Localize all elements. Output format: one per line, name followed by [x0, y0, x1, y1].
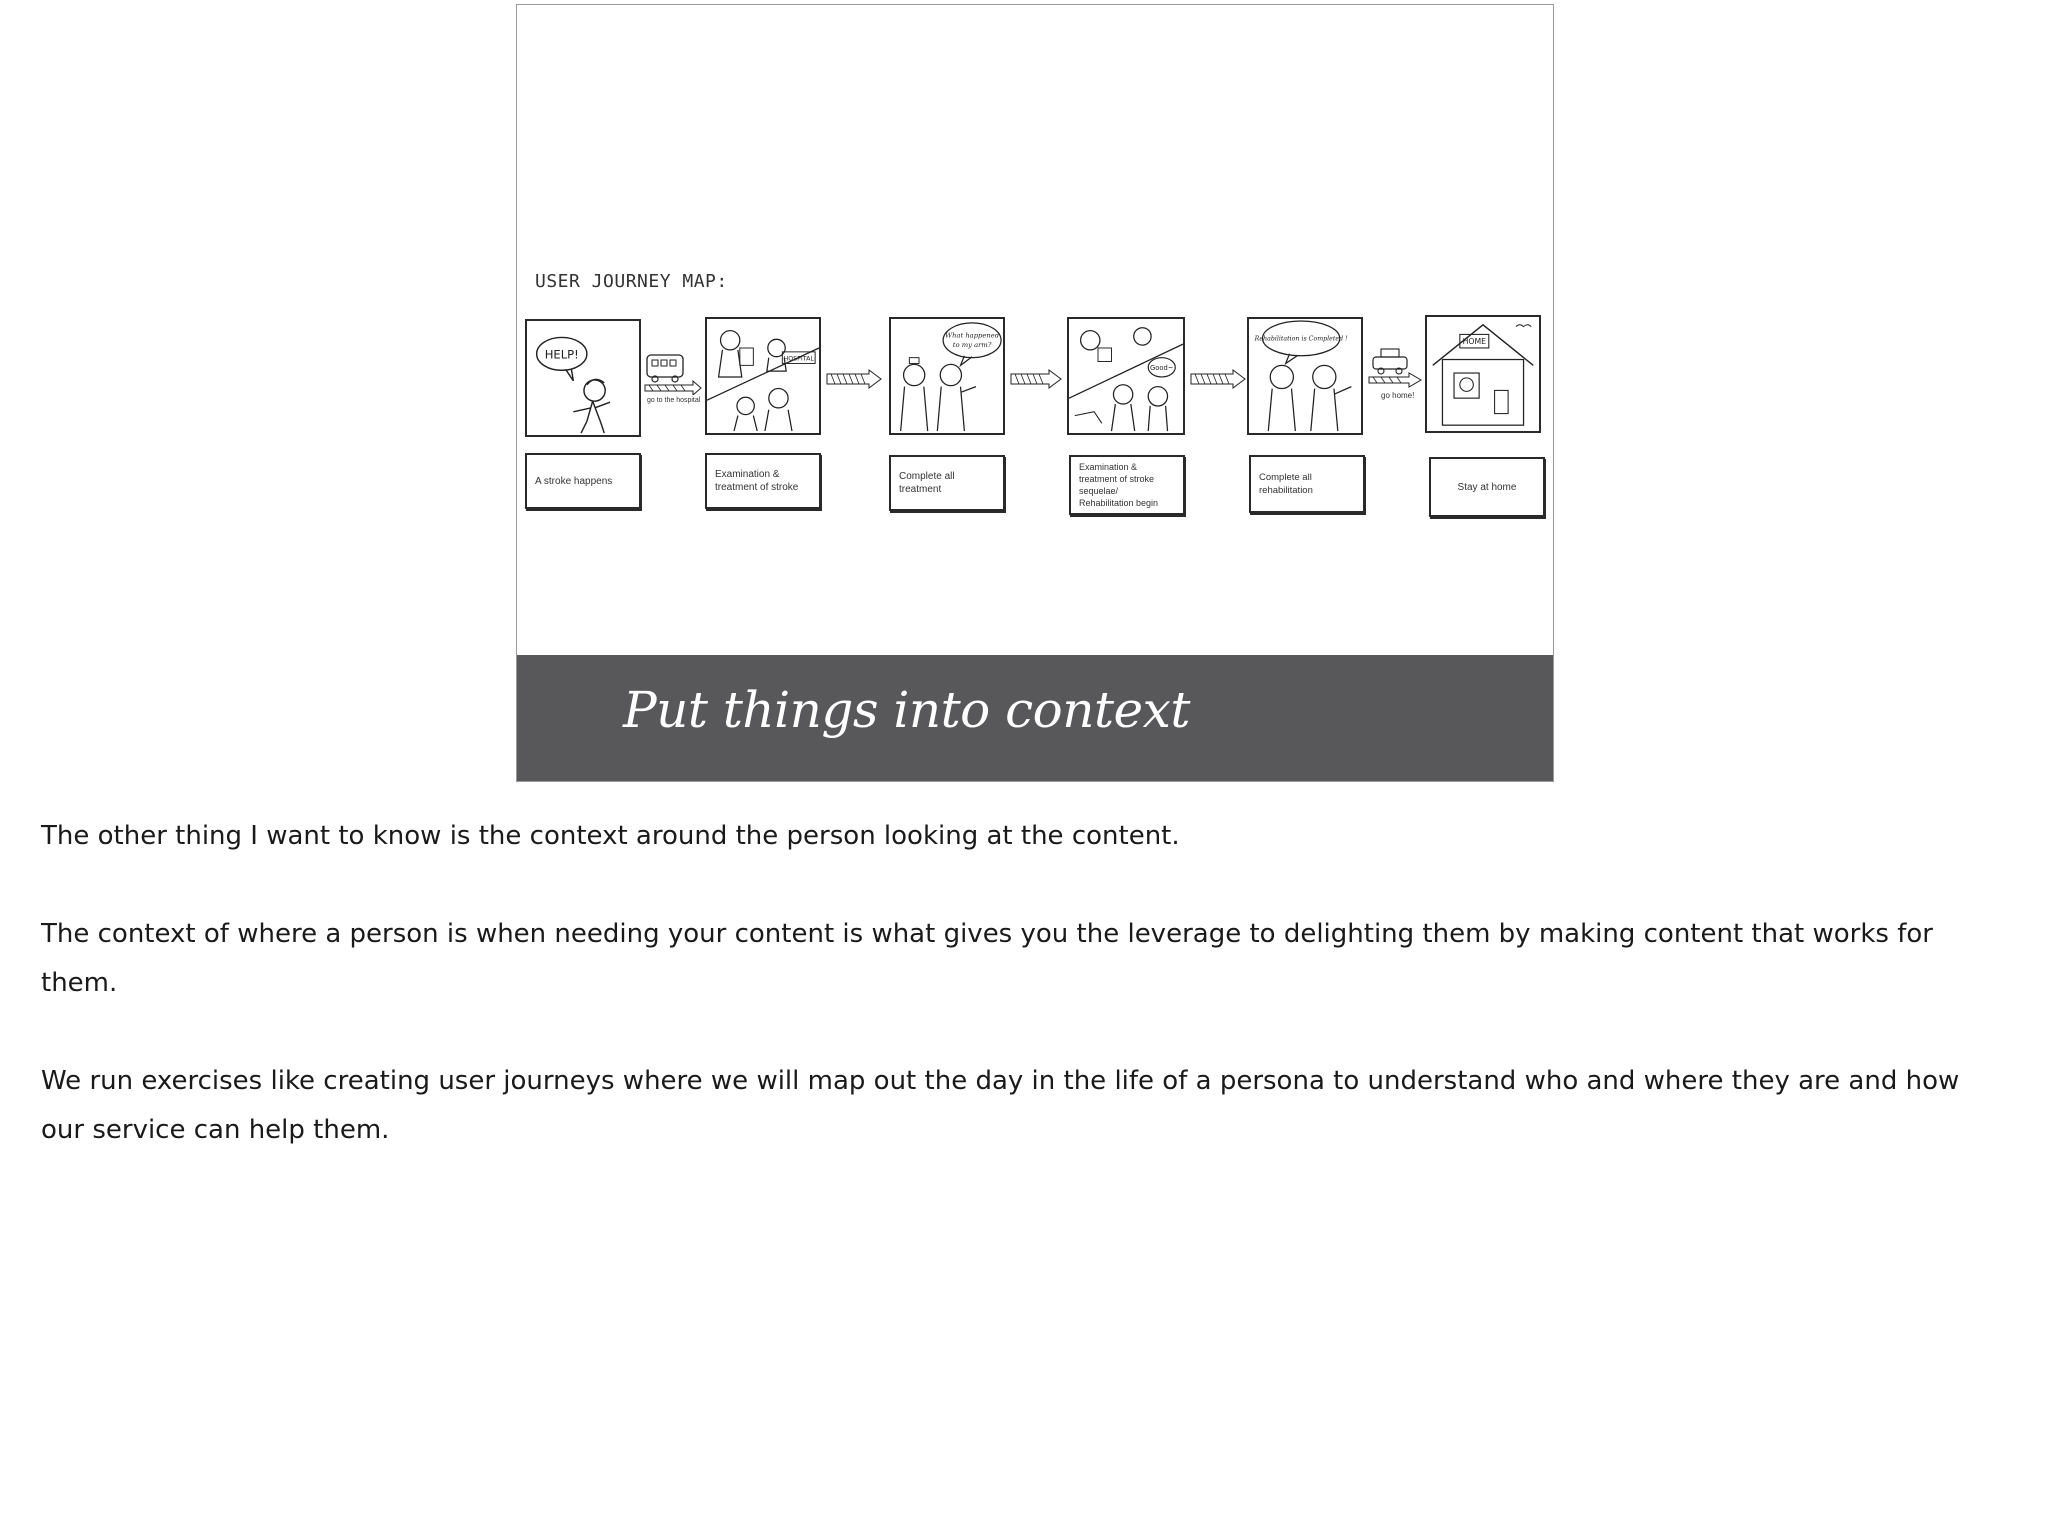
slide: [516, 4, 1554, 782]
speaker-notes: [41, 812, 2001, 1204]
go-home-note: go home!: [1381, 391, 1415, 400]
to-hospital-note: go to the hospital: [647, 397, 701, 404]
car-icon: [1367, 345, 1423, 389]
slide-title-band: [517, 655, 1553, 782]
car-connector: [1367, 345, 1423, 389]
hospital-sign-text: HOSPITAL: [783, 355, 814, 363]
journey-panel-home: [1425, 315, 1541, 433]
journey-panel-stroke: [525, 319, 641, 437]
notes-paragraph: The other thing I want to know is the context around the person looking at the content.: [41, 821, 1180, 851]
help-speech-text: HELP!: [544, 347, 579, 362]
journey-caption: Complete all treatment: [889, 455, 1005, 511]
hatched-arrow-icon: [1189, 369, 1247, 389]
journey-panel-examination: [705, 317, 821, 435]
home-sign-text: HOME: [1462, 337, 1487, 347]
journey-caption: A stroke happens: [525, 453, 641, 509]
journey-map-strip: [525, 309, 1547, 519]
notes-paragraph: We run exercises like creating user journeys where we will map out the day in the life of a persona to understand who and where they are and how our service can help them.: [41, 1066, 1960, 1145]
journey-caption: Examination & treatment of stroke sequelae/ Rehabilitation begin: [1069, 455, 1185, 515]
arrow-connector-2: [1009, 369, 1063, 389]
arrow-connector-3: [1189, 369, 1247, 389]
stroke-illustration: [527, 321, 639, 435]
notes-paragraph: The context of where a person is when needing your content is what gives you the leverage to delighting them by making content that works for them.: [41, 919, 1933, 998]
journey-caption: Examination & treatment of stroke: [705, 453, 821, 509]
slide-title: Put things into context: [623, 681, 1190, 739]
good-speech-text: Good~: [1150, 364, 1174, 373]
journey-caption: Complete all rehabilitation: [1249, 455, 1365, 513]
rehab-speech-text: Rehabilitation is Completed !: [1254, 335, 1348, 343]
journey-panel-complete-rehabilitation: [1247, 317, 1363, 435]
svg-text:What happened: What happened: [945, 331, 1000, 340]
rehab-complete-illustration: [1249, 319, 1361, 433]
rehabilitation-illustration: [1069, 319, 1183, 433]
journey-map-label: USER JOURNEY MAP:: [535, 271, 728, 292]
hatched-arrow-icon: [1009, 369, 1063, 389]
ambulance-connector: [643, 349, 703, 395]
doctor-patient-illustration: [891, 319, 1003, 433]
journey-panel-complete-treatment: [889, 317, 1005, 435]
ambulance-icon: [643, 349, 703, 395]
hospital-illustration: [707, 319, 819, 433]
svg-text:to my arm?: to my arm?: [952, 341, 992, 350]
hatched-arrow-icon: [825, 369, 883, 389]
home-illustration: [1427, 317, 1539, 431]
arrow-connector-1: [825, 369, 883, 389]
journey-panel-rehabilitation: [1067, 317, 1185, 435]
journey-caption: Stay at home: [1429, 457, 1545, 517]
